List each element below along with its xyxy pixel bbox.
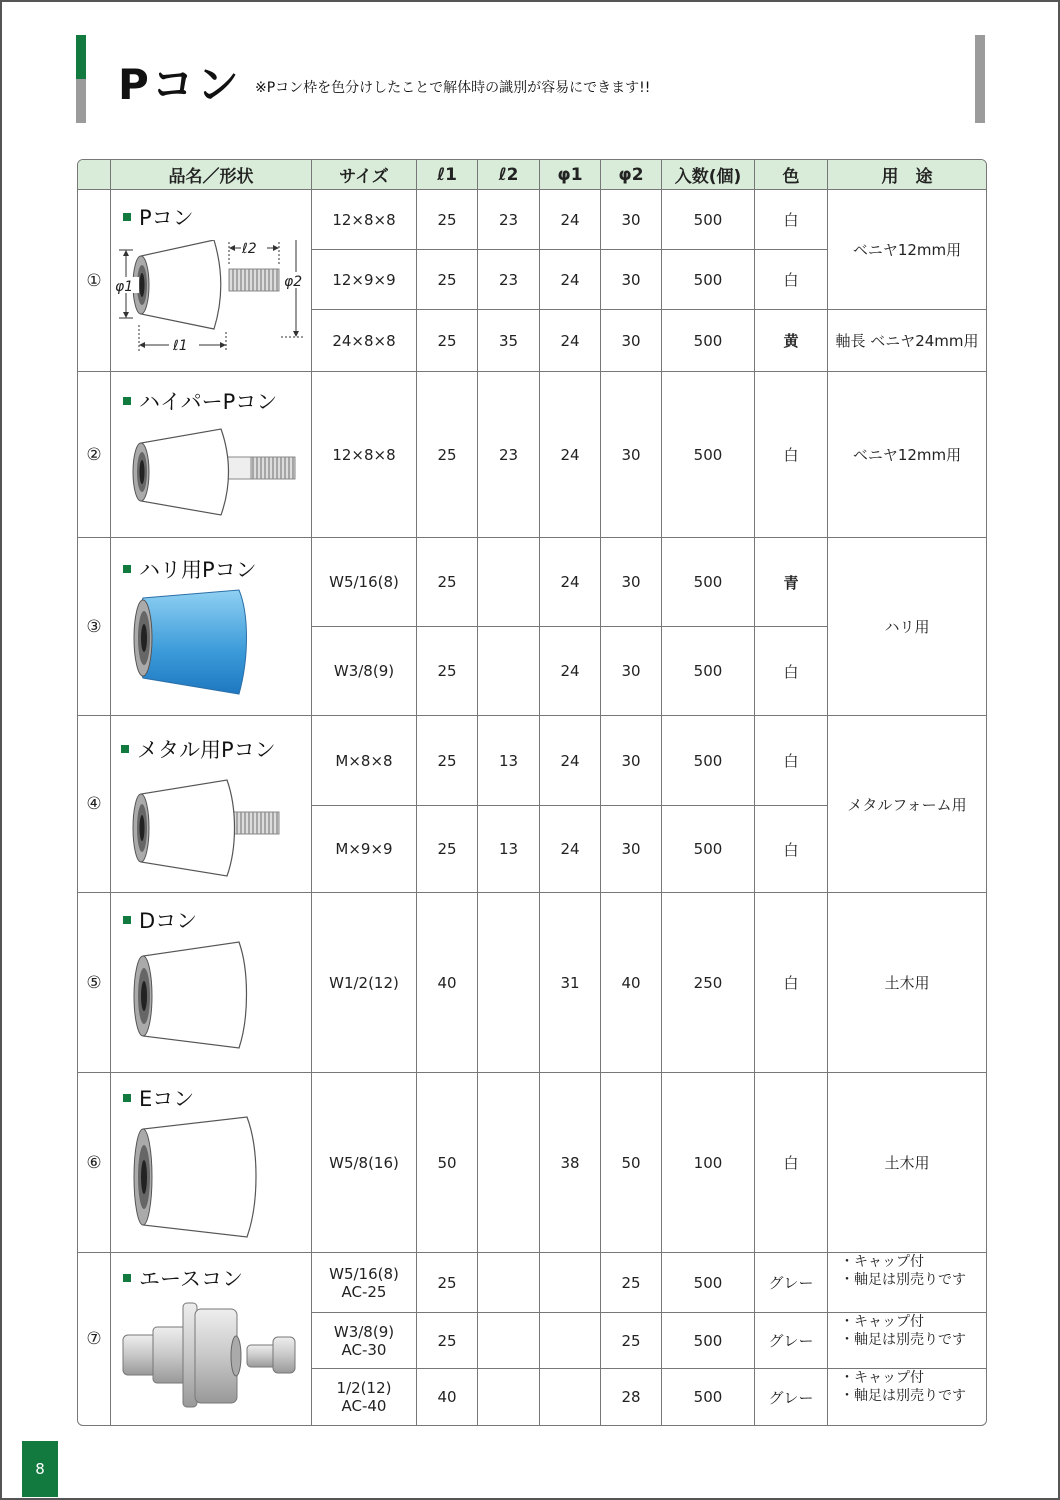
color-cell: 白 xyxy=(755,190,828,250)
size-text: 1/2(12) xyxy=(336,1379,392,1397)
l2-cell: 13 xyxy=(478,716,540,806)
use-cell: 土木用 xyxy=(828,893,986,1073)
qty-cell: 100 xyxy=(662,1073,755,1253)
product-name: メタル用Pコン xyxy=(137,738,276,762)
phi2-cell: 50 xyxy=(601,1073,662,1253)
product-shape-cell xyxy=(111,190,312,372)
l2-cell xyxy=(478,627,540,716)
product-shape-cell xyxy=(111,1073,312,1253)
qty-cell: 500 xyxy=(662,806,755,893)
header-l2: ℓ2 xyxy=(478,160,540,190)
l2-label: ℓ2 xyxy=(242,241,257,257)
phi1-cell: 24 xyxy=(540,806,601,893)
l2-cell xyxy=(478,1369,540,1425)
hyper-pcon-icon xyxy=(111,427,311,527)
l1-cell: 25 xyxy=(417,1253,478,1313)
qty-cell: 500 xyxy=(662,372,755,538)
use-line: ・軸足は別売りです xyxy=(840,1272,966,1288)
l2-cell: 35 xyxy=(478,310,540,372)
page-subtitle: ※Pコン枠を色分けしたことで解体時の識別が容易にできます!! xyxy=(255,80,651,96)
phi1-cell xyxy=(540,1369,601,1425)
l2-cell xyxy=(478,893,540,1073)
phi2-cell: 30 xyxy=(601,806,662,893)
l2-cell: 23 xyxy=(478,372,540,538)
econ-icon xyxy=(111,1115,311,1245)
l1-label: ℓ1 xyxy=(173,338,188,354)
product-number: ⑤ xyxy=(78,893,111,1073)
header-phi2: φ2 xyxy=(601,160,662,190)
l1-cell: 40 xyxy=(417,1369,478,1425)
qty-cell: 500 xyxy=(662,538,755,627)
model-text: AC-25 xyxy=(341,1282,387,1301)
phi2-cell: 30 xyxy=(601,372,662,538)
product-name: Eコン xyxy=(139,1087,195,1111)
use-line: ・キャップ付 xyxy=(840,1370,924,1386)
size-cell: W1/2(12) xyxy=(312,893,417,1073)
use-line: ・キャップ付 xyxy=(840,1314,924,1330)
dcon-icon xyxy=(111,938,311,1058)
size-text: W3/8(9) xyxy=(333,1322,395,1341)
phi1-cell: 31 xyxy=(540,893,601,1073)
phi2-cell: 25 xyxy=(601,1253,662,1313)
product-shape-cell xyxy=(111,893,312,1073)
product-number: ③ xyxy=(78,538,111,716)
phi1-label: φ1 xyxy=(115,279,134,295)
page-number: 8 xyxy=(22,1441,58,1497)
model-text: AC-30 xyxy=(341,1340,387,1359)
phi2-cell: 30 xyxy=(601,190,662,250)
color-cell: 白 xyxy=(755,716,828,806)
l2-cell xyxy=(478,1073,540,1253)
header-size: サイズ xyxy=(312,160,417,190)
product-number: ⑥ xyxy=(78,1073,111,1253)
phi1-cell: 24 xyxy=(540,538,601,627)
l2-cell: 13 xyxy=(478,806,540,893)
color-cell: 白 xyxy=(755,1073,828,1253)
header-phi1: φ1 xyxy=(540,160,601,190)
use-cell xyxy=(828,1253,986,1313)
right-accent-bar xyxy=(975,35,985,123)
color-cell: 白 xyxy=(755,250,828,310)
size-cell: M×8×8 xyxy=(312,716,417,806)
title-accent-bar-gray xyxy=(76,79,86,123)
l1-cell: 25 xyxy=(417,250,478,310)
use-cell: 土木用 xyxy=(828,1073,986,1253)
l1-cell: 25 xyxy=(417,627,478,716)
l1-cell: 25 xyxy=(417,538,478,627)
l1-cell: 25 xyxy=(417,372,478,538)
product-name: Pコン xyxy=(139,206,194,230)
qty-cell: 500 xyxy=(662,716,755,806)
l1-cell: 25 xyxy=(417,190,478,250)
product-name: エースコン xyxy=(139,1267,243,1291)
phi1-cell: 24 xyxy=(540,310,601,372)
product-shape-cell xyxy=(111,1253,312,1425)
blue-pcon-icon xyxy=(111,588,311,698)
l1-cell: 40 xyxy=(417,893,478,1073)
model-text: AC-40 xyxy=(341,1397,387,1415)
qty-cell: 500 xyxy=(662,1253,755,1313)
product-shape-cell xyxy=(111,372,312,538)
qty-cell: 500 xyxy=(662,250,755,310)
product-title xyxy=(123,554,257,584)
phi1-cell xyxy=(540,1253,601,1313)
phi2-cell: 30 xyxy=(601,627,662,716)
use-line: ・軸足は別売りです xyxy=(840,1332,966,1348)
bullet-icon xyxy=(123,213,131,221)
header-quantity: 入数(個) xyxy=(662,160,755,190)
qty-cell: 500 xyxy=(662,1313,755,1369)
product-shape-cell xyxy=(111,716,312,893)
size-text: W5/16(8) xyxy=(329,1264,399,1283)
product-table xyxy=(77,159,987,1426)
qty-cell: 500 xyxy=(662,310,755,372)
l2-cell xyxy=(478,1313,540,1369)
size-cell xyxy=(312,1313,417,1369)
product-number: ① xyxy=(78,190,111,372)
color-cell: 白 xyxy=(755,806,828,893)
size-cell: W3/8(9) xyxy=(312,627,417,716)
phi2-cell: 30 xyxy=(601,250,662,310)
size-cell: 24×8×8 xyxy=(312,310,417,372)
l2-cell xyxy=(478,1253,540,1313)
l1-cell: 25 xyxy=(417,806,478,893)
l1-cell: 25 xyxy=(417,716,478,806)
product-number: ④ xyxy=(78,716,111,893)
product-name: ハイパーPコン xyxy=(139,390,278,414)
phi1-cell: 24 xyxy=(540,190,601,250)
phi1-cell: 24 xyxy=(540,627,601,716)
product-title xyxy=(121,734,276,764)
bullet-icon xyxy=(123,1274,131,1282)
header-color: 色 xyxy=(755,160,828,190)
use-line: ・キャップ付 xyxy=(840,1254,924,1270)
product-title xyxy=(123,386,277,416)
product-number: ② xyxy=(78,372,111,538)
size-cell: W5/8(16) xyxy=(312,1073,417,1253)
ace-con-icon xyxy=(111,1295,311,1425)
phi2-cell: 40 xyxy=(601,893,662,1073)
phi2-cell: 30 xyxy=(601,310,662,372)
size-cell: M×9×9 xyxy=(312,806,417,893)
use-cell: メタルフォーム用 xyxy=(828,716,986,893)
phi1-cell: 24 xyxy=(540,372,601,538)
size-cell: 12×8×8 xyxy=(312,190,417,250)
phi2-cell: 30 xyxy=(601,538,662,627)
bullet-icon xyxy=(123,565,131,573)
size-cell xyxy=(312,1369,417,1425)
color-cell: 黄 xyxy=(755,310,828,372)
l1-cell: 25 xyxy=(417,310,478,372)
product-title xyxy=(123,1083,194,1113)
color-cell: グレー xyxy=(755,1369,828,1425)
product-title xyxy=(123,202,194,232)
qty-cell: 250 xyxy=(662,893,755,1073)
use-line: ・軸足は別売りです xyxy=(840,1388,966,1404)
use-cell: ベニヤ12mm用 xyxy=(828,190,986,310)
header-l1: ℓ1 xyxy=(417,160,478,190)
color-cell: 白 xyxy=(755,372,828,538)
size-cell xyxy=(312,1253,417,1313)
header-no-cell xyxy=(78,160,111,190)
product-number: ⑦ xyxy=(78,1253,111,1425)
pcon-dimension-diagram-icon xyxy=(111,240,311,370)
color-cell: グレー xyxy=(755,1313,828,1369)
bullet-icon xyxy=(121,745,129,753)
l2-cell: 23 xyxy=(478,250,540,310)
bullet-icon xyxy=(123,397,131,405)
product-name: Dコン xyxy=(139,909,198,933)
product-name: ハリ用Pコン xyxy=(139,558,257,582)
size-cell: 12×8×8 xyxy=(312,372,417,538)
use-cell: ベニヤ12mm用 xyxy=(828,372,986,538)
color-cell: グレー xyxy=(755,1253,828,1313)
size-cell: 12×9×9 xyxy=(312,250,417,310)
l1-cell: 25 xyxy=(417,1313,478,1369)
qty-cell: 500 xyxy=(662,1369,755,1425)
page-title: Pコン xyxy=(118,60,242,109)
bullet-icon xyxy=(123,1094,131,1102)
phi2-cell: 25 xyxy=(601,1313,662,1369)
product-title xyxy=(123,1263,243,1293)
title-accent-bar-green xyxy=(76,35,86,79)
l1-cell: 50 xyxy=(417,1073,478,1253)
bullet-icon xyxy=(123,916,131,924)
size-cell: W5/16(8) xyxy=(312,538,417,627)
phi1-cell xyxy=(540,1313,601,1369)
use-cell xyxy=(828,1313,986,1369)
l2-cell xyxy=(478,538,540,627)
phi2-label: φ2 xyxy=(284,274,303,290)
product-shape-cell xyxy=(111,538,312,716)
header-use: 用 途 xyxy=(828,160,986,190)
phi1-cell: 24 xyxy=(540,250,601,310)
qty-cell: 500 xyxy=(662,627,755,716)
use-cell: ハリ用 xyxy=(828,538,986,716)
metal-pcon-icon xyxy=(111,778,311,878)
use-cell: 軸長 ベニヤ24mm用 xyxy=(828,310,986,372)
phi1-cell: 24 xyxy=(540,716,601,806)
phi2-cell: 30 xyxy=(601,716,662,806)
phi2-cell: 28 xyxy=(601,1369,662,1425)
color-cell: 白 xyxy=(755,627,828,716)
use-cell xyxy=(828,1369,986,1425)
color-cell: 白 xyxy=(755,893,828,1073)
l2-cell: 23 xyxy=(478,190,540,250)
product-title xyxy=(123,905,197,935)
phi1-cell: 38 xyxy=(540,1073,601,1253)
color-cell: 青 xyxy=(755,538,828,627)
qty-cell: 500 xyxy=(662,190,755,250)
header-name-shape: 品名／形状 xyxy=(111,160,312,190)
